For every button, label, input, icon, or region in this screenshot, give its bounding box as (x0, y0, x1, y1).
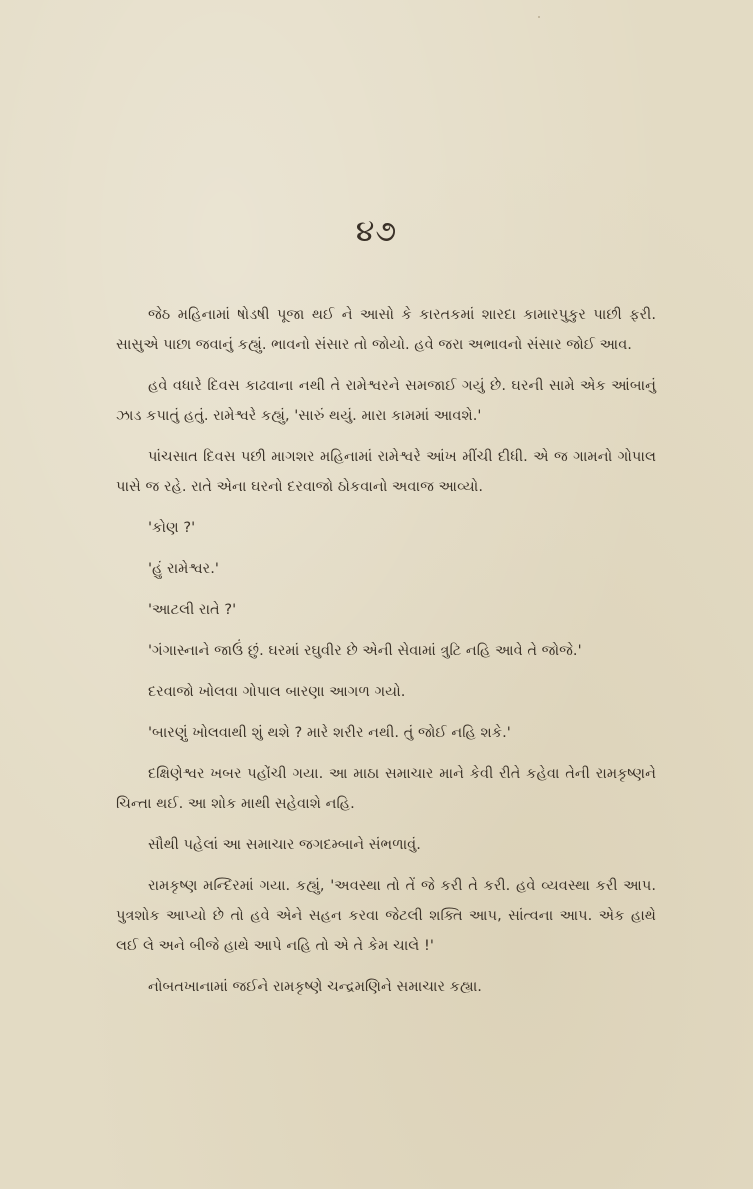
paragraph: 'બારણું ખોલવાથી શું થશે ? મારે શરીર નથી. તું જોઈ નહિ શકે.' (148, 724, 511, 741)
dialogue-line: 'હું રામેશ્વર.' (148, 560, 219, 577)
paragraph: હવે વધારે દિવસ કાઢવાના નથી તે રામેશ્વરને સમજાઈ ગયું છે. ઘરની સામે એક આંબાનું ઝાડ કપાતું હતું. રામેશ્વરે કહ્યું, 'સારું થયું. મારા કામમાં આવશે.' (116, 377, 656, 424)
paper-speck (538, 16, 540, 18)
paragraph: દક્ષિણેશ્વર ખબર પહોંચી ગયા. આ માઠા સમાચાર માને કેવી રીતે કહેવા તેની રામકૃષ્ણને ચિન્તા થઈ. આ શોક માથી સહેવાશે નહિ. (116, 765, 656, 812)
paragraph: દરવાજો ખોલવા ગોપાલ બારણા આગળ ગયો. (148, 683, 406, 700)
paragraph: નોબતખાનામાં જઈને રામકૃષ્ણે ચન્દ્રમણિને સમાચાર કહ્યા. (148, 978, 482, 995)
paragraph: 'ગંગાસ્નાને જાઉં છું. ઘરમાં રઘુવીર છે એની સેવામાં ત્રુટિ નહિ આવે તે જોજે.' (148, 642, 582, 659)
paragraph: પાંચસાત દિવસ પછી માગશર મહિનામાં રામેશ્વરે આંખ મીંચી દીધી. એ જ ગામનો ગોપાલ પાસે જ રહે. રાતે એના ઘરનો દરવાજો ઠોકવાનો અવાજ આવ્યો. (116, 448, 656, 495)
paragraph: સૌથી પહેલાં આ સમાચાર જગદમ્બાને સંભળાવું. (148, 836, 421, 853)
chapter-body (116, 300, 656, 1002)
dialogue-line: 'આટલી રાતે ?' (148, 601, 237, 618)
chapter-number: ૪૭ (355, 214, 398, 249)
paragraph: જેઠ મહિનામાં ષોડષી પૂજા થઈ ને આસો કે કારતકમાં શારદા કામારપુકુર પાછી ફરી. સાસુએ પાછા જવાનું કહ્યું. ભાવનો સંસાર તો જોયો. હવે જરા અભાવનો સંસાર જોઈ આવ. (116, 306, 656, 353)
dialogue-line: 'કોણ ?' (148, 519, 196, 536)
paragraph: રામકૃષ્ણ મન્દિરમાં ગયા. કહ્યું, 'અવસ્થા તો તેં જે કરી તે કરી. હવે વ્યવસ્થા કરી આપ. પુત્રશોક આપ્યો છે તો હવે એને સહન કરવા જેટલી શક્તિ આપ, સાંત્વના આપ. એક હાથે લઈ લે અને બીજે હાથે આપે નહિ તો એ તે કેમ ચાલે !' (116, 877, 656, 954)
